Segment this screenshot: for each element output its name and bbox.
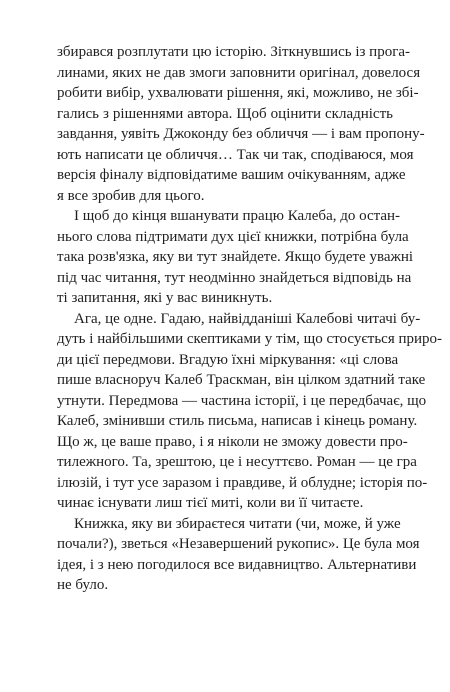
text-line: не було. [57,577,109,593]
text-line: робити вибір, ухвалювати рішення, які, можливо, не збі- [57,85,419,101]
text-line: гались з рішеннями автора. Щоб оцінити складність [57,105,393,122]
text-line: ідея, і з нею погодилося все видавництво. Альтернативи [57,556,417,573]
paragraph-3 [57,309,443,514]
text-line: під час читання, тут неодмінно знайдеться відповідь на [57,269,412,286]
text-line: утнути. Передмова — частина історії, і це передбачає, що [57,392,427,409]
text-line: дуть і найбільшими скептиками у тім, що стосується приро- [57,331,443,347]
text-line: нього слова підтримати дух цієї книжки, потрібна була [57,228,409,245]
text-line: тилежного. Та, зрештою, це і несуттєво. Роман — це гра [57,454,417,470]
paragraph-2 [57,206,414,309]
text-line: Що ж, це ваше право, і я ніколи не зможу довести про- [57,433,408,450]
paragraph-1 [57,42,425,206]
text-line: почали?), зветься «Незавершений рукопис». Це була моя [57,536,420,552]
text-line: така розв'язка, яку ви тут знайдете. Якщо будете уважні [57,249,414,265]
text-line: версія фіналу відповідатиме вашим очікуванням, адже [57,167,406,183]
text-line: Калеб, змінивши стиль письма, написав і кінець роману. [57,413,418,429]
text-line: Ага, це одне. Гадаю, найвідданіші Калебові читачі бу- [74,310,421,327]
body-text [57,42,443,596]
text-line: пише власноруч Калеб Траскман, він цілком здатний таке [57,372,426,388]
text-line: линами, яких не дав змоги заповнити оригінал, довелося [57,64,421,81]
text-line: ють написати це обличчя… Так чи так, сподіваюся, моя [57,146,414,163]
text-line: Книжка, яку ви збираєтеся читати (чи, може, й уже [74,515,401,532]
text-line: збирався розплутати цю історію. Зіткнувшись із прога- [57,44,410,60]
text-line: ілюзій, і тут усе заразом і правдиве, й облудне; історія по- [57,474,428,491]
paragraph-4 [57,514,420,596]
text-line: завдання, уявіть Джоконду без обличчя — і вам пропону- [57,126,425,142]
text-line: чинає існувати лиш тієї миті, коли ви її читаєте. [57,495,364,511]
text-line: ди цієї передмови. Вгадую їхні міркування: «ці слова [57,351,399,368]
text-line: ті запитання, які у вас виникнуть. [57,290,273,306]
text-line: я все зробив для цього. [57,187,205,204]
text-line: І щоб до кінця вшанувати працю Калеба, до остан- [74,208,401,224]
